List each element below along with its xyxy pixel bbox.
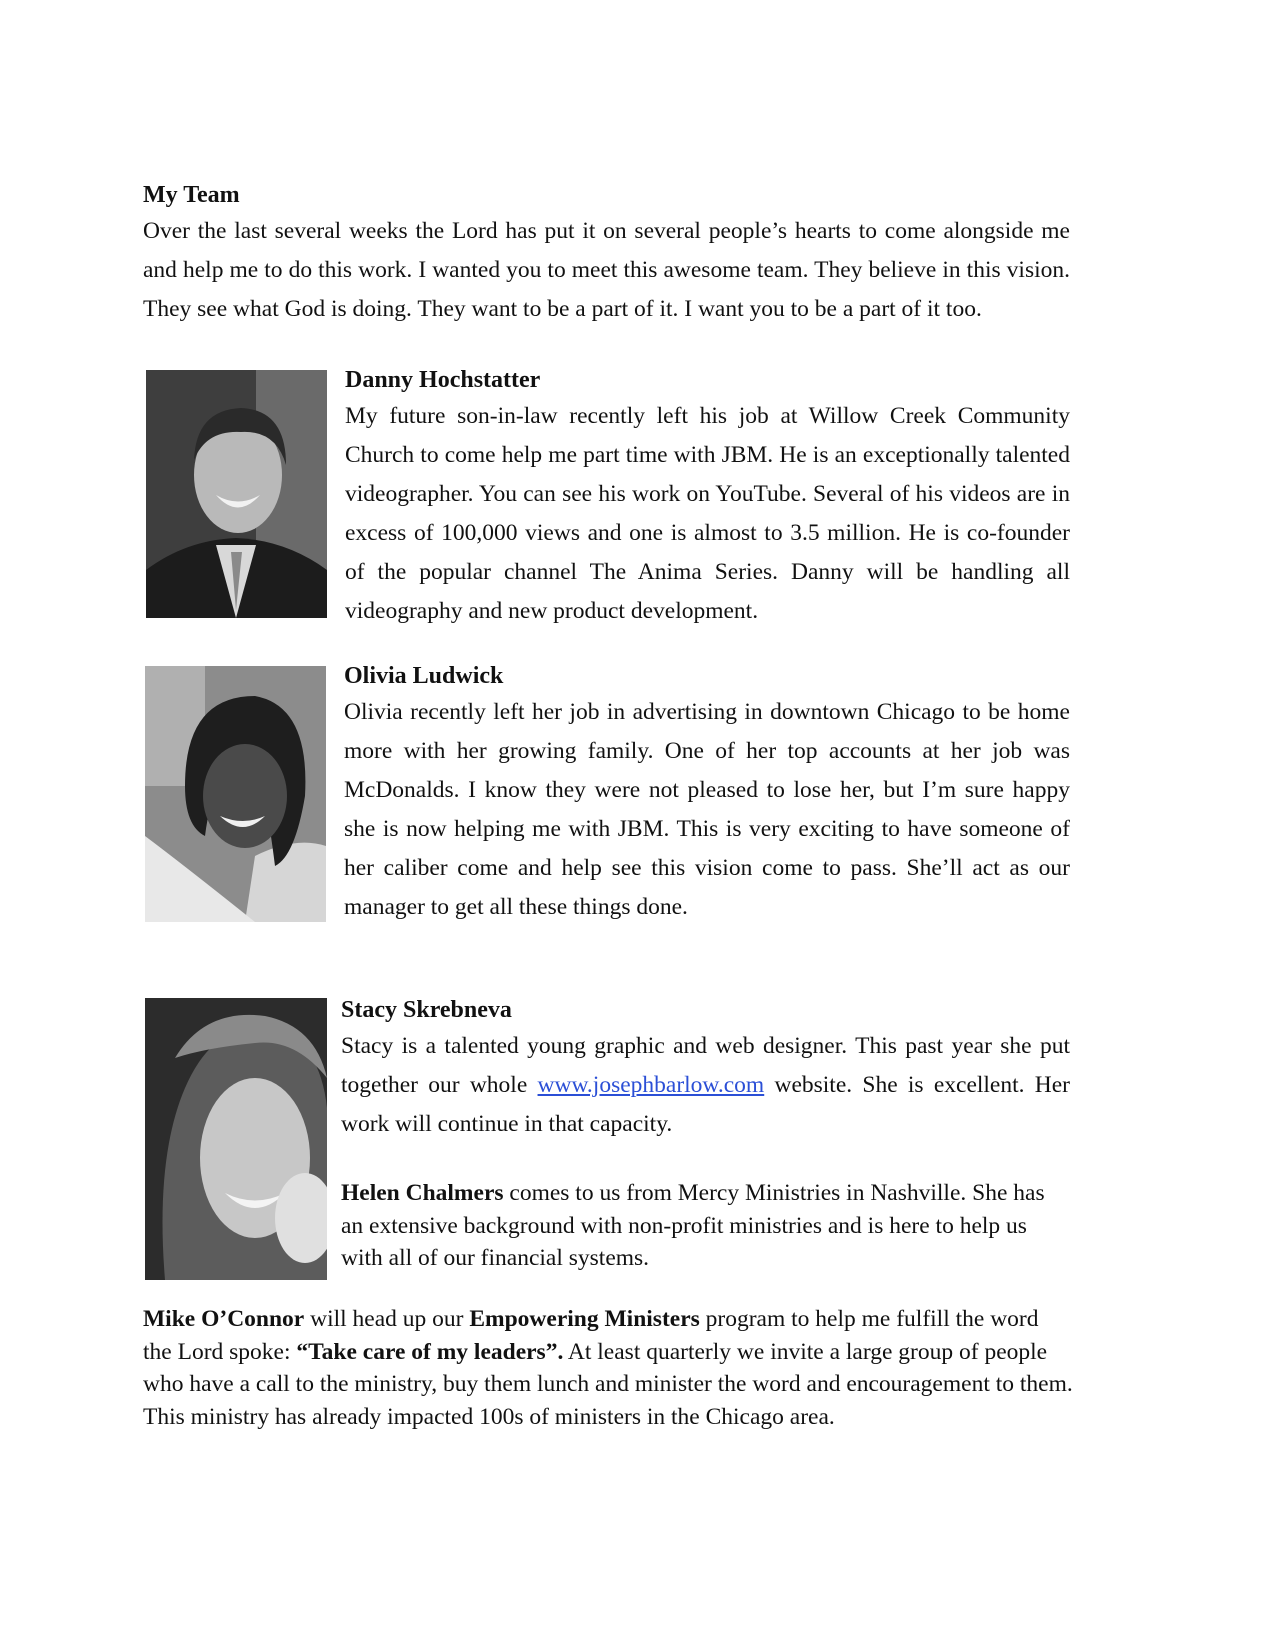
member-name: Danny Hochstatter xyxy=(345,367,541,393)
mike-text: will head up our xyxy=(304,1306,470,1332)
member-bio: Olivia recently left her job in advertising in downtown Chicago to be home more with her growing family. One of her top accounts at her job was McDonalds. I know they were not pleased to lose her, but I’m sure happy she is now helping me with JBM. This is very exciting to have someone of her caliber come and help see this vision come to pass. She’ll act as our manager to get all these things done. xyxy=(344,699,1070,920)
bio-text: Stacy is a talented young graphic and web designer. This past year she put together our whole xyxy=(341,1033,1070,1098)
danny-photo xyxy=(146,370,327,618)
helen-paragraph xyxy=(341,1177,1070,1275)
person-photo-icon xyxy=(145,998,327,1280)
helen-text: comes to us from Mercy Ministries in Nashville. She has an extensive background with non-profit ministries and is here to help us with all of our financial systems. xyxy=(341,1180,1045,1271)
person-photo-icon xyxy=(145,666,326,922)
website-link[interactable]: www.josephbarlow.com xyxy=(537,1072,765,1098)
stacy-photo xyxy=(145,998,327,1280)
mike-paragraph xyxy=(143,1303,1073,1433)
member-name: Helen Chalmers xyxy=(341,1180,504,1206)
member-name: Olivia Ludwick xyxy=(344,663,504,689)
intro-paragraph: Over the last several weeks the Lord has put it on several people’s hearts to come alongside me and help me to do this work. I wanted you to meet this awesome team. They believe in this vision. They see what God is doing. They want to be a part of it. I want you to be a part of it too. xyxy=(143,218,1070,322)
mike-text: At least quarterly we invite a large group of people who have a call to the ministry, buy them lunch and minister the word and encouragement to them. This ministry has already impacted 100s of ministers in the Chicago area. xyxy=(143,1338,1073,1430)
mike-text: program to help me fulfill the word the Lord spoke: xyxy=(143,1306,1039,1365)
member-bio: My future son-in-law recently left his job at Willow Creek Community Church to come help me part time with JBM. He is an exceptionally talented videographer. You can see his work on YouTube. Several of his videos are in excess of 100,000 views and one is almost to 3.5 million. He is co-founder of the popular channel The Anima Series. Danny will be handling all videography and new product development. xyxy=(345,403,1070,624)
member-bio xyxy=(341,1027,1070,1144)
person-photo-icon xyxy=(146,370,327,618)
member-name: Mike O’Connor xyxy=(143,1306,305,1332)
quote: “Take care of my leaders”. xyxy=(296,1338,564,1365)
olivia-photo xyxy=(145,666,326,922)
bio-text: website. She is excellent. Her work will continue in that capacity. xyxy=(341,1072,1070,1137)
member-name: Stacy Skrebneva xyxy=(341,997,512,1023)
section-heading: My Team xyxy=(143,182,240,208)
program-name: Empowering Ministers xyxy=(469,1306,700,1332)
